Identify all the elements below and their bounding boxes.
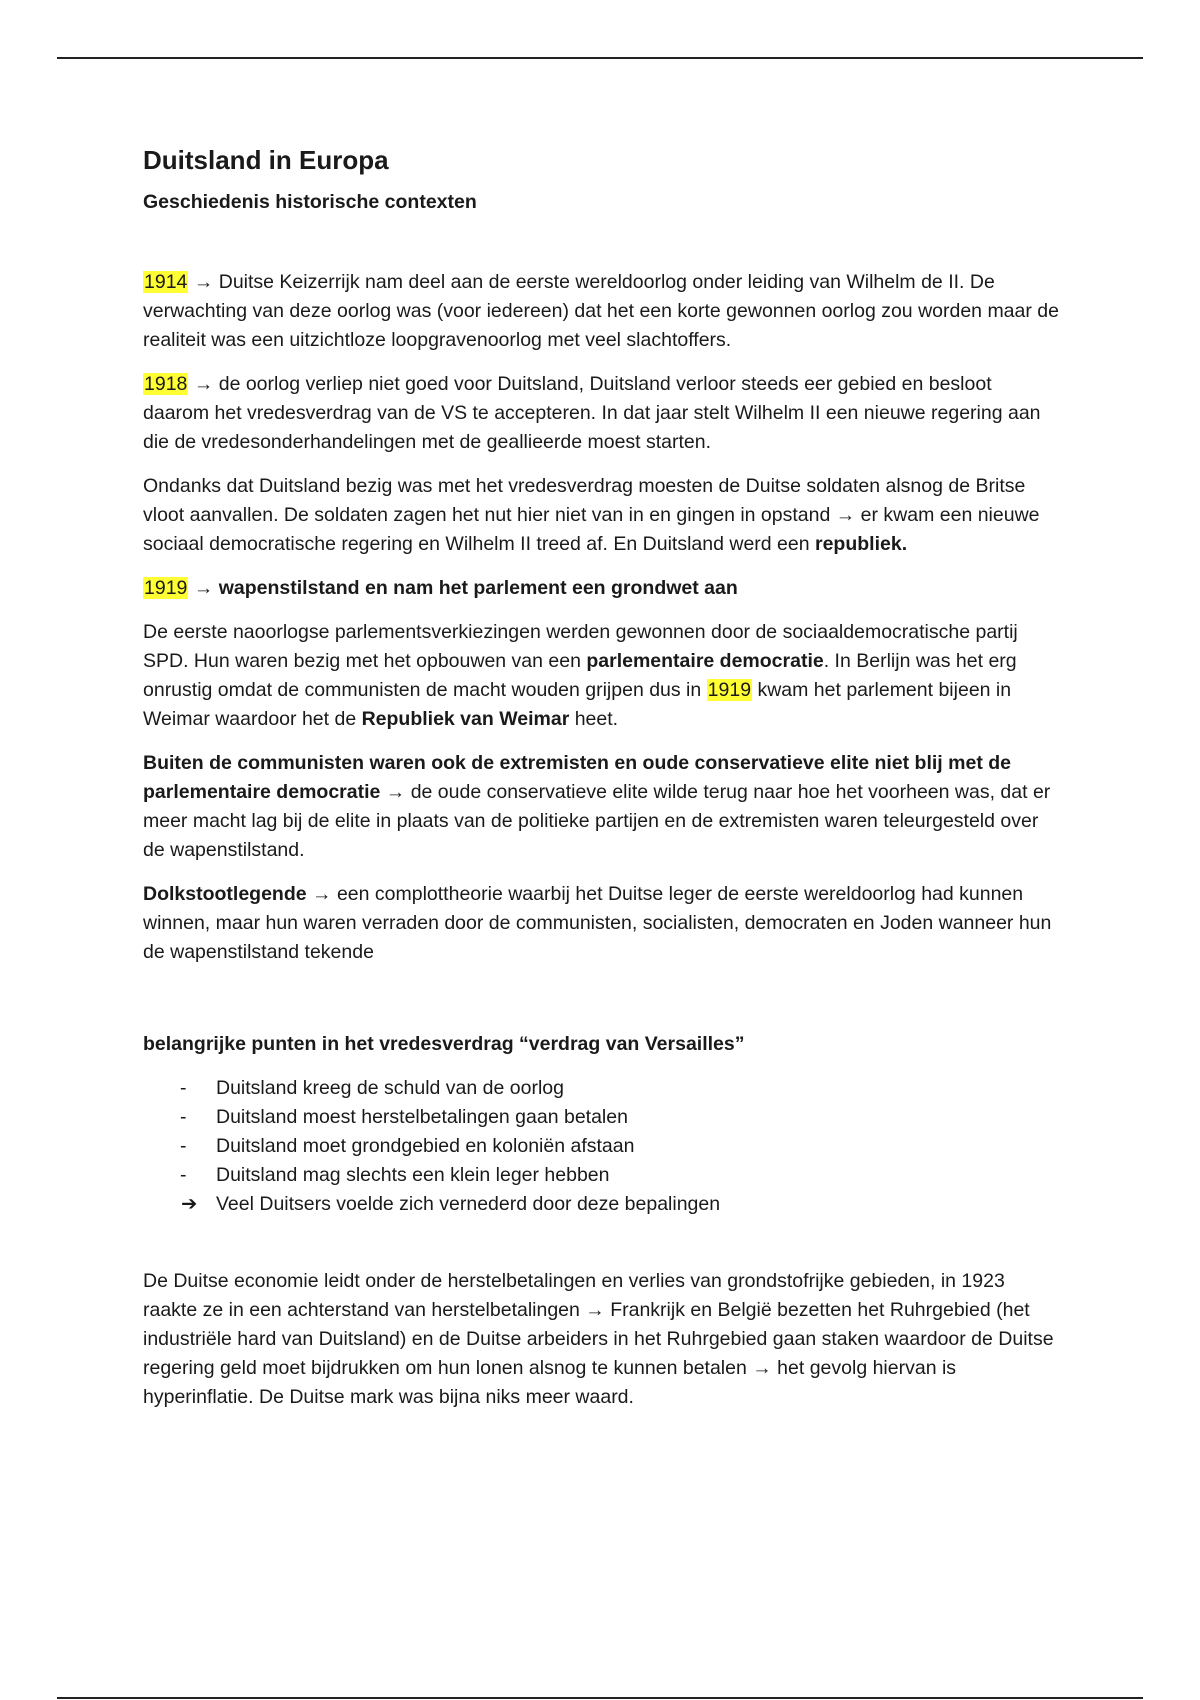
list-item xyxy=(143,1190,1063,1219)
list-item-text: Duitsland moet grondgebied en koloniën afstaan xyxy=(216,1135,635,1157)
dash-marker: - xyxy=(180,1077,187,1099)
year-highlight: 1919 xyxy=(707,679,752,701)
list-item xyxy=(143,1132,1063,1161)
arrow-icon: → xyxy=(385,781,406,803)
document-title: Duitsland in Europa xyxy=(143,145,389,175)
paragraph-text: De Duitse economie leidt onder de herstelbetalingen en verlies van grondstofrijke gebieden, in 1923 raakte ze in een achterstand van herstelbetalingen xyxy=(143,1270,1005,1321)
dash-marker: - xyxy=(180,1106,187,1128)
paragraph-text: de oude conservatieve elite wilde terug naar hoe het voorheen was, dat er meer macht lag bij de elite in plaats van de politieke partijen en de extremisten waren teleurgesteld over de wapenstilstand. xyxy=(143,781,1051,861)
list-item-text: Duitsland mag slechts een klein leger hebben xyxy=(216,1164,610,1186)
arrow-icon: → xyxy=(585,1299,605,1321)
paragraph-text: Duitse Keizerrijk nam deel aan de eerste wereldoorlog onder leiding van Wilhelm de II. De verwachting van deze oorlog was (voor iedereen) dat het een korte gewonnen oorlog zou worden maar de realiteit was een uitzichtloze loopgravenoorlog met veel slachtoffers. xyxy=(143,271,1059,351)
year-highlight: 1919 xyxy=(144,577,188,599)
arrow-icon: → xyxy=(193,577,214,599)
paragraph-text: . In Berlijn was het erg onrustig omdat de communisten de macht wouden grijpen dus in xyxy=(143,650,1017,701)
paragraph-dolkstoot xyxy=(143,880,1063,967)
bold-term: parlementaire democratie xyxy=(586,650,824,672)
paragraph-1918 xyxy=(143,370,1063,457)
paragraph-text: kwam het parlement bijeen in Weimar waardoor het de xyxy=(143,679,1012,730)
arrow-icon: → xyxy=(193,271,214,293)
year-highlight: 1914 xyxy=(144,271,188,293)
bold-term: republiek. xyxy=(815,533,908,555)
footer-rule xyxy=(57,1697,1143,1699)
section-heading xyxy=(143,1030,1063,1059)
list-item xyxy=(143,1103,1063,1132)
paragraph-text: Frankrijk en België bezetten het Ruhrgebied (het industriële hard van Duitsland) en de Duitse arbeiders in het Ruhrgebied gaan staken waardoor de Duitse regering geld moet bijdrukken om hun lonen alsnog te kunnen betalen xyxy=(143,1299,1054,1379)
list-item xyxy=(143,1074,1063,1103)
list-item xyxy=(143,1161,1063,1190)
bold-term: Buiten de communisten waren ook de extremisten en oude conservatieve elite niet blij met de parlementaire democratie xyxy=(143,752,1011,803)
arrow-icon: → xyxy=(312,883,332,905)
arrow-bullet-icon: ➔ xyxy=(181,1193,198,1215)
list-item-text: Duitsland kreeg de schuld van de oorlog xyxy=(216,1077,564,1099)
heading-text: belangrijke punten in het vredesverdrag “verdrag van Versailles” xyxy=(143,1033,745,1055)
list-item-text: Duitsland moest herstelbetalingen gaan betalen xyxy=(216,1106,628,1128)
paragraph-1914 xyxy=(143,268,1063,355)
paragraph-text: de oorlog verliep niet goed voor Duitsland, Duitsland verloor steeds eer gebied en besloot daarom het vredesverdrag van de VS te accepteren. In dat jaar stelt Wilhelm II een nieuwe regering aan die de vredesonderhandelingen met de geallieerde moest starten. xyxy=(143,373,1041,453)
paragraph-text: het gevolg hiervan is hyperinflatie. De Duitse mark was bijna niks meer waard. xyxy=(143,1357,957,1408)
paragraph-text: heet. xyxy=(569,708,619,730)
paragraph-text: Ondanks dat Duitsland bezig was met het vredesverdrag moesten de Duitse soldaten alsnog de Britse vloot aanvallen. De soldaten zagen het nut hier niet van in en gingen in opstand xyxy=(143,475,1026,526)
bold-term: Dolkstootlegende xyxy=(143,883,307,905)
dash-marker: - xyxy=(180,1164,187,1186)
paragraph-economie xyxy=(143,1267,1063,1412)
dash-marker: - xyxy=(180,1135,187,1157)
arrow-icon: → xyxy=(193,373,214,395)
bold-term: wapenstilstand en nam het parlement een grondwet aan xyxy=(213,577,738,599)
paragraph-text: een complottheorie waarbij het Duitse leger de eerste wereldoorlog had kunnen winnen, maar hun waren verraden door de communisten, socialisten, democraten en Joden wanneer hun de wapenstilstand tekende xyxy=(143,883,1052,963)
paragraph-text: De eerste naoorlogse parlementsverkiezingen werden gewonnen door de sociaaldemocratische partij SPD. Hun waren bezig met het opbouwen van een xyxy=(143,621,1018,672)
list-item-text: Veel Duitsers voelde zich vernederd door deze bepalingen xyxy=(216,1193,721,1215)
year-highlight: 1918 xyxy=(144,373,188,395)
paragraph-extremisten xyxy=(143,749,1063,865)
versailles-list xyxy=(143,1074,1063,1219)
document-body xyxy=(143,140,1063,1427)
document-subtitle: Geschiedenis historische contexten xyxy=(143,191,477,213)
paragraph-opstand xyxy=(143,472,1063,559)
paragraph-1919 xyxy=(143,574,1063,603)
paragraph-weimar xyxy=(143,618,1063,734)
paragraph-text: er kwam een nieuwe sociaal democratische regering en Wilhelm II treed af. En Duitsland werd een xyxy=(143,504,1040,555)
arrow-icon: → xyxy=(835,504,856,526)
header-rule xyxy=(57,57,1143,59)
arrow-icon: → xyxy=(752,1357,772,1379)
bold-term: Republiek van Weimar xyxy=(361,708,570,730)
